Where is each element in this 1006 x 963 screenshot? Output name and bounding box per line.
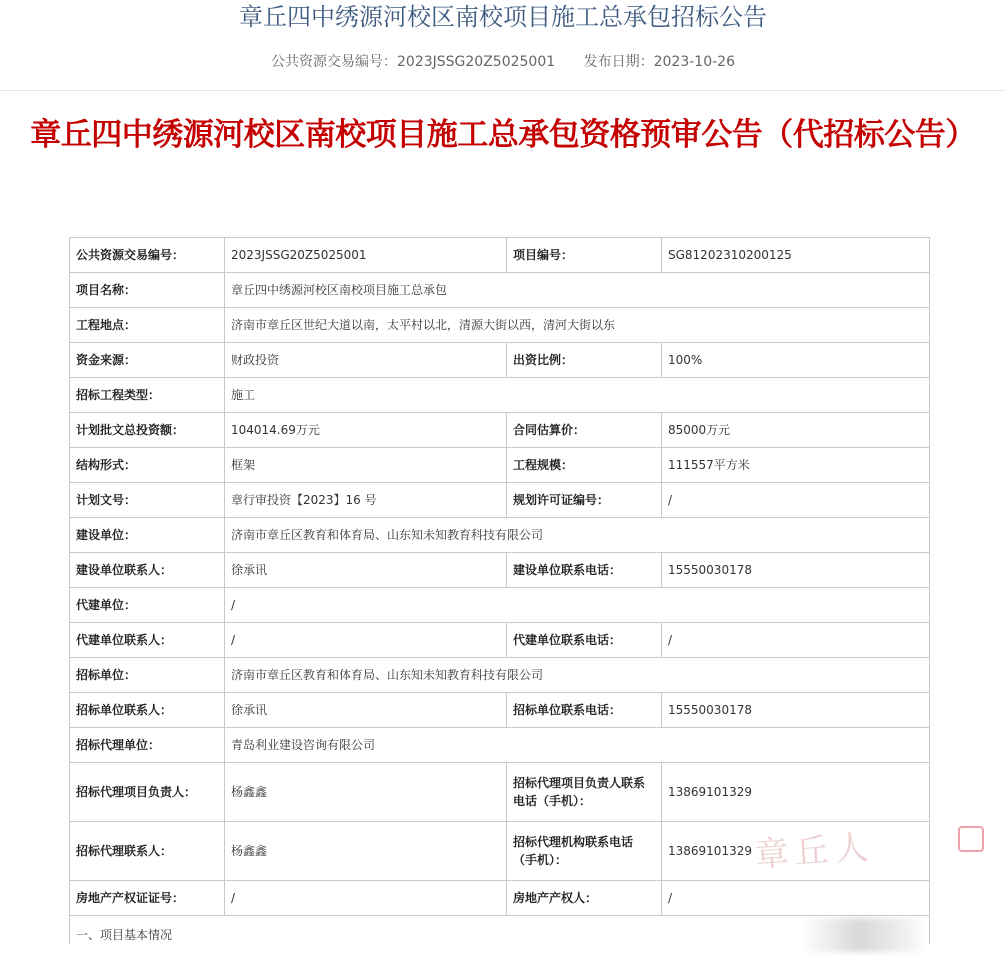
cell-value: 111557平方米: [662, 448, 930, 483]
cell-value: 青岛利业建设咨询有限公司: [225, 728, 930, 763]
section-heading: 一、项目基本情况: [70, 916, 930, 945]
cell-label: 招标代理项目负责人：: [70, 763, 225, 822]
meta-line: [0, 50, 1006, 74]
cell-value: 2023JSSG20Z5025001: [225, 238, 507, 273]
cell-value: 104014.69万元: [225, 413, 507, 448]
cell-label: 代建单位联系电话：: [507, 623, 662, 658]
cell-value: 13869101329: [662, 822, 930, 881]
cell-label: 计划文号：: [70, 483, 225, 518]
cell-label: 项目编号：: [507, 238, 662, 273]
table-row: [70, 308, 930, 343]
cell-value: 徐承讯: [225, 693, 507, 728]
table-row: [70, 623, 930, 658]
cell-label: 建设单位联系电话：: [507, 553, 662, 588]
cell-value: 财政投资: [225, 343, 507, 378]
table-row: [70, 378, 930, 413]
cell-value: 章行审投资【2023】16 号: [225, 483, 507, 518]
table-row: [70, 238, 930, 273]
table-row: [70, 273, 930, 308]
table-row: [70, 588, 930, 623]
cell-value: /: [662, 623, 930, 658]
table-row: [70, 728, 930, 763]
cell-value: 85000万元: [662, 413, 930, 448]
cell-value: 框架: [225, 448, 507, 483]
table-row: [70, 483, 930, 518]
table-row: [70, 413, 930, 448]
cell-label: 招标代理项目负责人联系电话（手机）：: [507, 763, 662, 822]
table-row: [70, 693, 930, 728]
cell-value: 15550030178: [662, 693, 930, 728]
page-title: 章丘四中绣源河校区南校项目施工总承包招标公告: [239, 3, 767, 31]
cell-value: /: [225, 623, 507, 658]
cell-label: 建设单位：: [70, 518, 225, 553]
publish-date: 发布日期：2023-10-26: [583, 54, 735, 70]
table-row: [70, 658, 930, 693]
cell-value: 章丘四中绣源河校区南校项目施工总承包: [225, 273, 930, 308]
cell-label: 招标代理机构联系电话（手机）：: [507, 822, 662, 881]
cell-label: 项目名称：: [70, 273, 225, 308]
table-row: [70, 448, 930, 483]
cell-label: 招标单位：: [70, 658, 225, 693]
cell-label: 计划批文总投资额：: [70, 413, 225, 448]
cell-value: 徐承讯: [225, 553, 507, 588]
table-row: [70, 763, 930, 822]
cell-label: 出资比例：: [507, 343, 662, 378]
cell-label: 招标工程类型：: [70, 378, 225, 413]
cell-value: 杨鑫鑫: [225, 763, 507, 822]
trade-number: 公共资源交易编号：2023JSSG20Z5025001: [271, 54, 556, 70]
cell-value: /: [225, 588, 930, 623]
cell-label: 合同估算价：: [507, 413, 662, 448]
cell-value: 13869101329: [662, 763, 930, 822]
cell-label: 工程地点：: [70, 308, 225, 343]
cell-label: 招标单位联系电话：: [507, 693, 662, 728]
cell-value: SG81202310200125: [662, 238, 930, 273]
table-row: [70, 553, 930, 588]
header-divider: [0, 90, 1006, 91]
cell-value: 100%: [662, 343, 930, 378]
cell-label: 招标代理单位：: [70, 728, 225, 763]
cell-value: 杨鑫鑫: [225, 822, 507, 881]
table-row: [70, 518, 930, 553]
cell-label: 工程规模：: [507, 448, 662, 483]
cell-value: 施工: [225, 378, 930, 413]
cell-label: 公共资源交易编号：: [70, 238, 225, 273]
cell-label: 规划许可证编号：: [507, 483, 662, 518]
cell-value: 济南市章丘区教育和体育局、山东知未知教育科技有限公司: [225, 658, 930, 693]
cell-value: 济南市章丘区世纪大道以南，太平村以北，清源大街以西，清河大街以东: [225, 308, 930, 343]
cell-label: 代建单位：: [70, 588, 225, 623]
cell-value: 济南市章丘区教育和体育局、山东知未知教育科技有限公司: [225, 518, 930, 553]
cell-label: 结构形式：: [70, 448, 225, 483]
cell-label: 房地产产权证证号：: [70, 881, 225, 916]
cell-value: /: [662, 483, 930, 518]
cell-label: 建设单位联系人：: [70, 553, 225, 588]
image-smudge: [800, 918, 920, 952]
cell-value: 15550030178: [662, 553, 930, 588]
cell-value: /: [225, 881, 507, 916]
cell-value: /: [662, 881, 930, 916]
table-row: [70, 343, 930, 378]
cell-label: 资金来源：: [70, 343, 225, 378]
cell-label: 代建单位联系人：: [70, 623, 225, 658]
cell-label: 招标代理联系人：: [70, 822, 225, 881]
cell-label: 房地产产权人：: [507, 881, 662, 916]
watermark-seal-icon: [958, 826, 984, 852]
cell-label: 招标单位联系人：: [70, 693, 225, 728]
watermark: 章丘人: [753, 827, 876, 876]
notice-title: 章丘四中绣源河校区南校项目施工总承包资格预审公告（代招标公告）: [30, 117, 976, 153]
